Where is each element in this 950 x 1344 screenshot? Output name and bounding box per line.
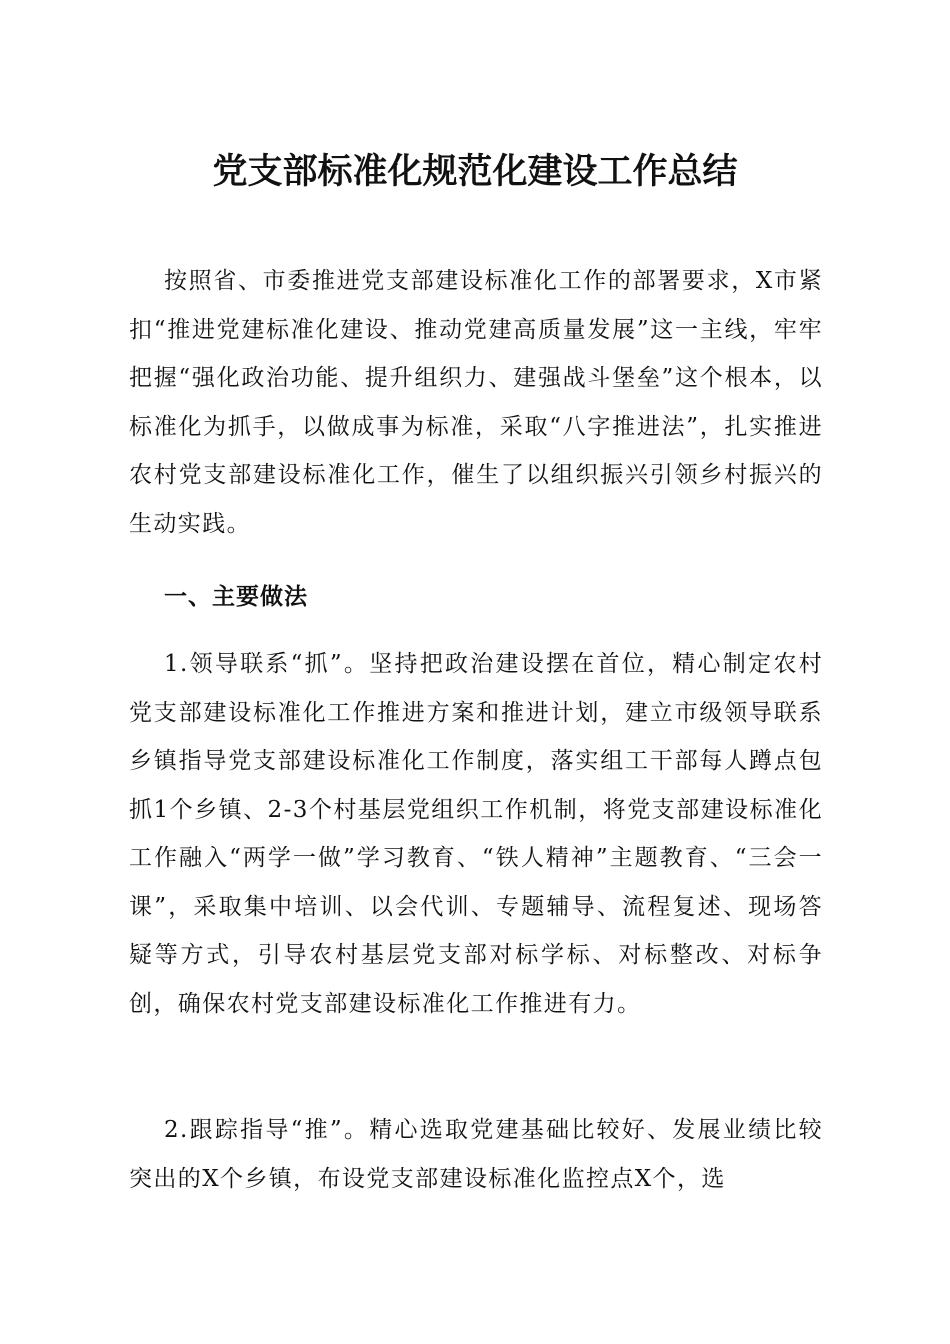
paragraph-item-1: 1.领导联系“抓”。坚持把政治建设摆在首位，精心制定农村党支部建设标准化工作推进方案和推进计划，建立市级领导联系乡镇指导党支部建设标准化工作制度，落实组工干部每人蹲点包抓1个乡镇、2-3个村基层党组织工作机制，将党支部建设标准化工作融入“两学一做”学习教育、“铁人精神”主题教育、“三会一课”，采取集中培训、以会代训、专题辅导、流程复述、现场答疑等方式，引导农村基层党支部对标学标、对标整改、对标争创，确保农村党支部建设标准化工作推进有力。 (129, 651, 823, 1017)
section-heading-main-practices: 一、主要做法 (164, 584, 308, 610)
paragraph-item-2: 2.跟踪指导“推”。精心选取党建基础比较好、发展业绩比较突出的X个乡镇，布设党支部建设标准化监控点X个，选 (129, 1117, 823, 1192)
intro-paragraph: 按照省、市委推进党支部建设标准化工作的部署要求，X市紧扣“推进党建标准化建设、推动党建高质量发展”这一主线，牢牢把握“强化政治功能、提升组织力、建强战斗堡垒”这个根本，以标准化为抓手，以做成事为标准，采取“八字推进法”，扎实推进农村党支部建设标准化工作，催生了以组织振兴引领乡村振兴的生动实践。 (129, 268, 823, 537)
document-title: 党支部标准化规范化建设工作总结 (212, 151, 738, 192)
